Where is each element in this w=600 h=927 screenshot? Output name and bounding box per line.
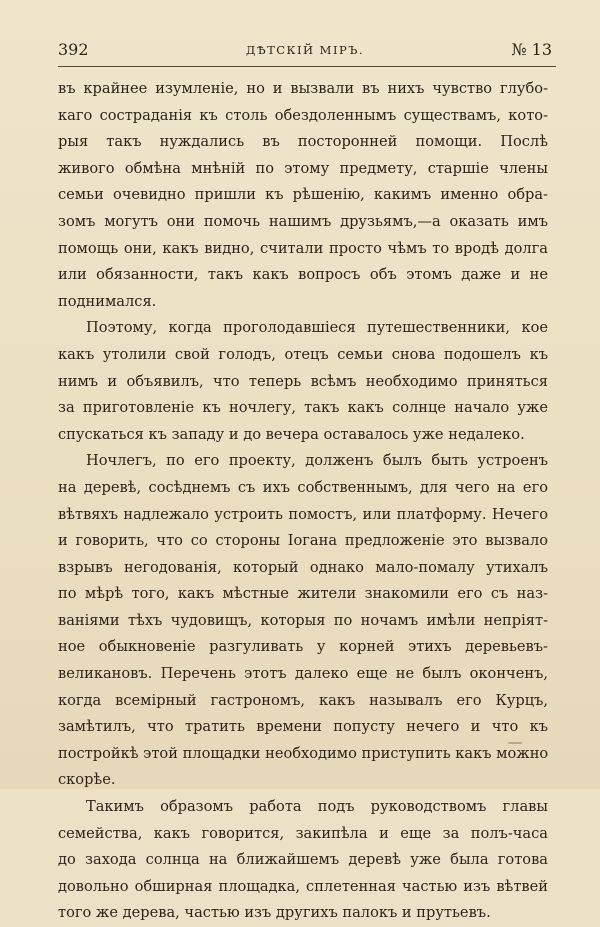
body-text: [58, 76, 548, 927]
journal-title: ДѢТСКІЙ МІРЪ.: [245, 43, 365, 57]
text-line: въ крайнее изумленіе, но и вызвали въ нихъ чувство глубо-: [58, 80, 548, 97]
text-line: живого обмѣна мнѣній по этому предмету, старшіе члены: [58, 159, 548, 177]
paragraph: [58, 448, 548, 794]
text-line: за приготовленіе къ ночлегу, такъ какъ солнце начало уже: [58, 399, 548, 417]
text-line: Поэтому, когда проголодавшіеся путешественники, кое: [86, 319, 548, 337]
text-line: замѣтилъ, что тратить времени попусту нечего и что къ: [58, 718, 548, 736]
text-line: на деревѣ, сосѣднемъ съ ихъ собственнымъ, для чего на его: [58, 478, 548, 496]
text-line: скорѣе.: [58, 771, 116, 789]
paragraph: [58, 794, 548, 927]
text-line: спускаться къ западу и до вечера оставалось уже недалеко.: [58, 425, 525, 443]
text-line: семейства, какъ говорится, закипѣла и еще за полъ-часа: [58, 824, 548, 842]
text-line: постройкѣ этой площадки необходимо приступить какъ можно: [58, 744, 549, 762]
text-line: ное обыкновеніе разгуливать у корней этихъ деревьевъ-: [58, 638, 548, 656]
text-line: каго состраданія къ столь обездоленнымъ существамъ, кото-: [58, 106, 548, 124]
text-line: довольно обширная площадка, сплетенная частью изъ вѣтвей: [58, 877, 548, 895]
print-smudge: [508, 742, 522, 744]
page-number: 392: [58, 40, 89, 59]
text-line: какъ утолили свой голодъ, отецъ семьи снова подошелъ къ: [58, 345, 548, 363]
text-line: нимъ и объявилъ, что теперь всѣмъ необходимо приняться: [58, 372, 548, 390]
text-line: того же дерева, частью изъ другихъ палокъ и прутьевъ.: [58, 904, 491, 922]
text-line: Такимъ образомъ работа подъ руководствомъ главы: [86, 798, 548, 816]
header-rule: [58, 66, 556, 67]
text-line: рыя такъ нуждались въ посторонней помощи. Послѣ: [58, 133, 548, 151]
running-header: [58, 40, 552, 62]
text-line: поднимался.: [58, 292, 157, 310]
text-line: или обязанности, такъ какъ вопросъ объ этомъ даже и не: [58, 266, 548, 284]
text-line: когда всемірный гастрономъ, какъ называлъ его Курцъ,: [58, 691, 548, 709]
text-line: Ночлегъ, по его проекту, долженъ былъ быть устроенъ: [86, 452, 548, 470]
text-line: зомъ могутъ они помочь нашимъ друзьямъ,—а оказать имъ: [58, 212, 548, 230]
text-line: взрывъ негодованія, который однако мало-помалу утихалъ: [58, 558, 548, 576]
text-line: помощь они, какъ видно, считали просто чѣмъ то вродѣ долга: [58, 239, 548, 257]
text-line: вѣтвяхъ надлежало устроить помостъ, или платформу. Нечего: [58, 505, 548, 523]
text-line: до захода солнца на ближайшемъ деревѣ уже была готова: [58, 851, 548, 869]
text-line: ваніями тѣхъ чудовищъ, которыя по ночамъ имѣли непріят-: [58, 611, 548, 629]
text-line: и говорить, что со стороны Іогана предложеніе это вызвало: [58, 532, 548, 550]
paragraph: [58, 76, 548, 315]
text-line: по мѣрѣ того, какъ мѣстные жители знакомили его съ наз-: [58, 585, 548, 603]
issue-number: № 13: [511, 40, 552, 59]
text-line: семьи очевидно пришли къ рѣшенію, какимъ именно обра-: [58, 186, 548, 204]
text-line: великановъ. Перечень этотъ далеко еще не былъ оконченъ,: [58, 665, 548, 683]
paragraph: [58, 315, 548, 448]
